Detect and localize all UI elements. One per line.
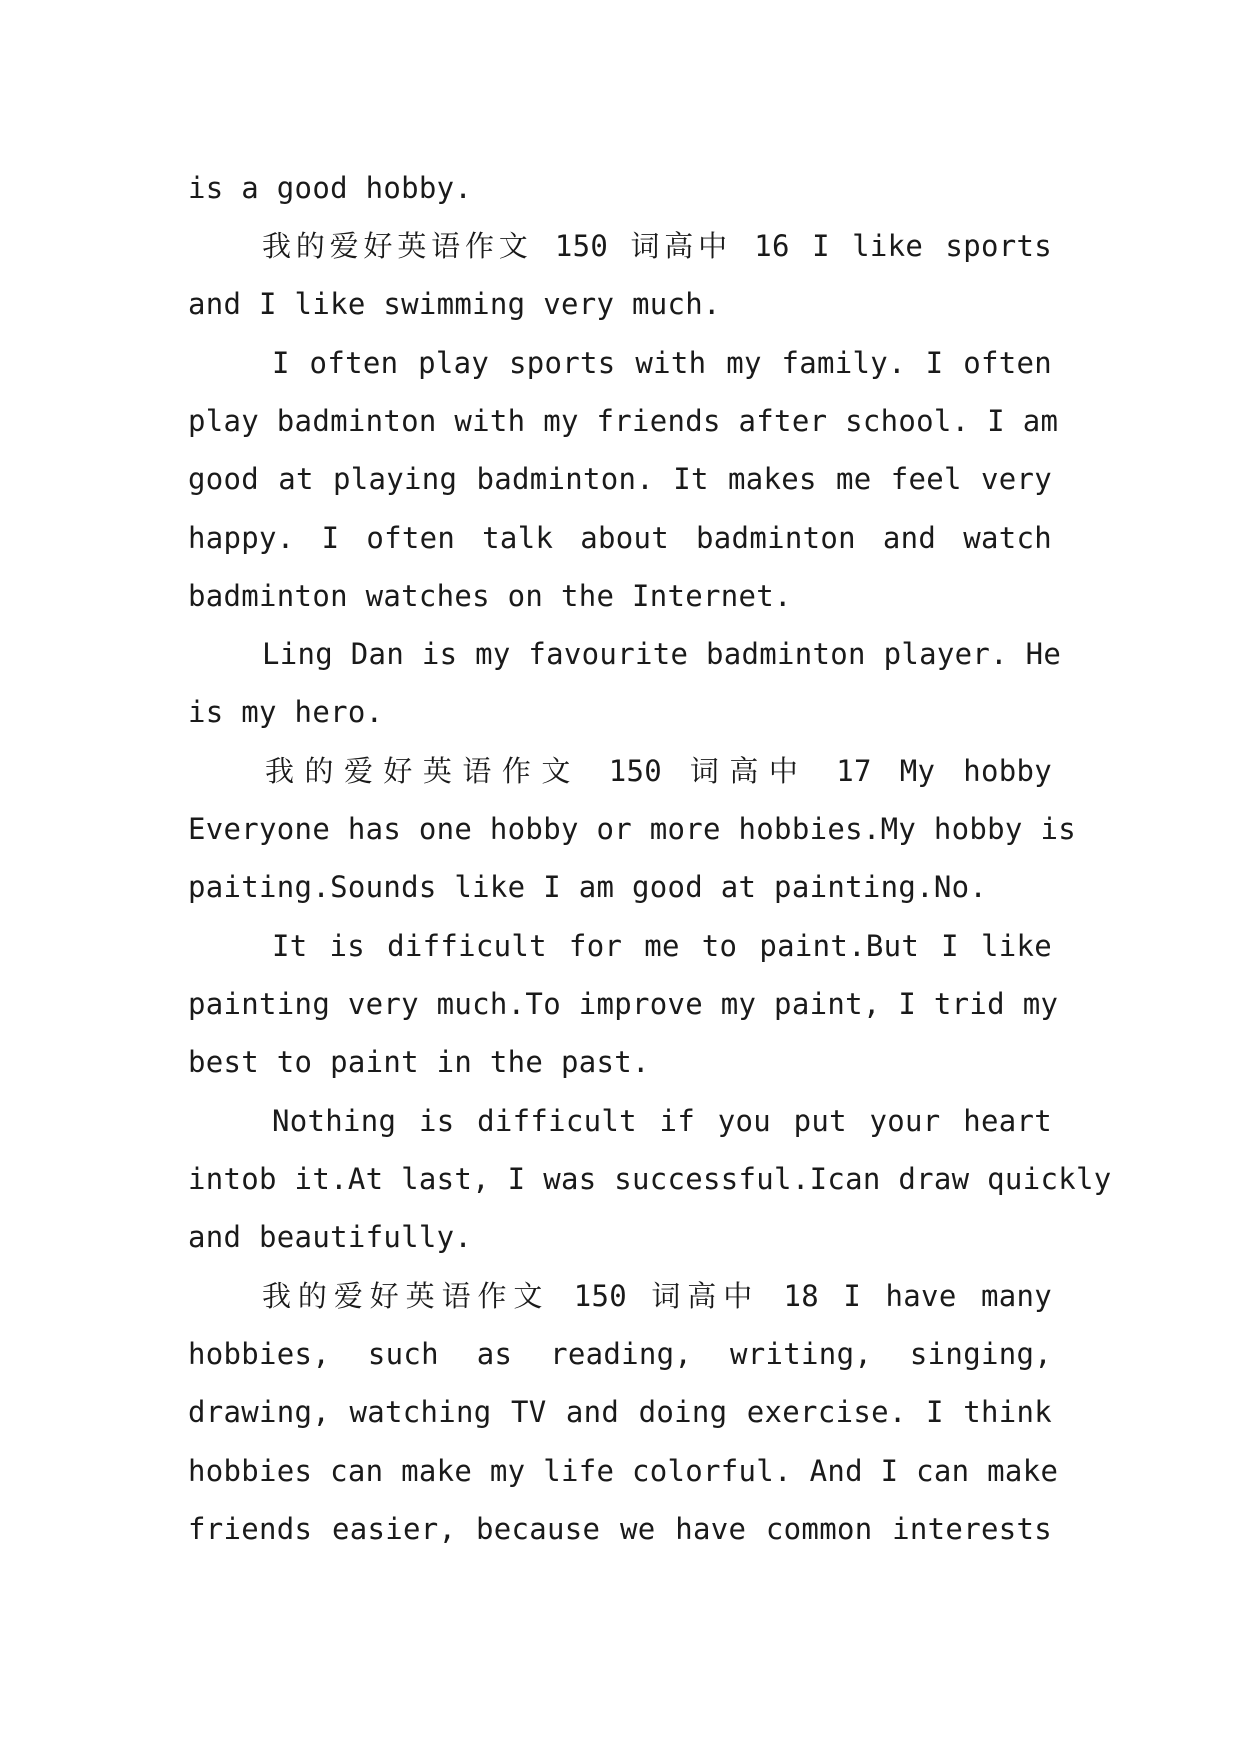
text-line: painting very much.To improve my paint, I trid my: [188, 987, 1059, 1021]
text-line: hobbies can make my life colorful. And I can make: [188, 1454, 1059, 1488]
text-line: happy. I often talk about badminton and watch: [188, 521, 1052, 555]
text-line: and I like swimming very much.: [188, 287, 721, 321]
essay-heading-18: 我的爱好英语作文 150 词高中 18 I have many: [262, 1279, 1052, 1313]
text-line: paiting.Sounds like I am good at painting.No.: [188, 870, 988, 904]
text-line: hobbies, such as reading, writing, singing,: [188, 1337, 1052, 1371]
text-line: friends easier, because we have common interests: [188, 1512, 1052, 1546]
text-line: good at playing badminton. It makes me feel very: [188, 462, 1052, 496]
text-line: drawing, watching TV and doing exercise. I think: [188, 1395, 1052, 1429]
text-line: best to paint in the past.: [188, 1045, 650, 1079]
paragraph-start: Ling Dan is my favourite badminton player. He: [262, 637, 1062, 671]
text-line: play badminton with my friends after school. I am: [188, 404, 1059, 438]
text-line: badminton watches on the Internet.: [188, 579, 792, 613]
essay-heading-17: 我的爱好英语作文 150 词高中 17 My hobby: [265, 754, 1052, 788]
text-line: and beautifully.: [188, 1220, 473, 1254]
text-line: is a good hobby.: [188, 171, 473, 205]
text-line: is my hero.: [188, 695, 384, 729]
text-line: Everyone has one hobby or more hobbies.My hobby is: [188, 812, 1076, 846]
text-line: intob it.At last, I was successful.Ican draw quickly: [188, 1162, 1112, 1196]
paragraph-start: I often play sports with my family. I often: [272, 346, 1052, 380]
paragraph-start: It is difficult for me to paint.But I like: [272, 929, 1052, 963]
paragraph-start: Nothing is difficult if you put your heart: [272, 1104, 1052, 1138]
essay-heading-16: 我的爱好英语作文 150 词高中 16 I like sports: [262, 229, 1052, 263]
